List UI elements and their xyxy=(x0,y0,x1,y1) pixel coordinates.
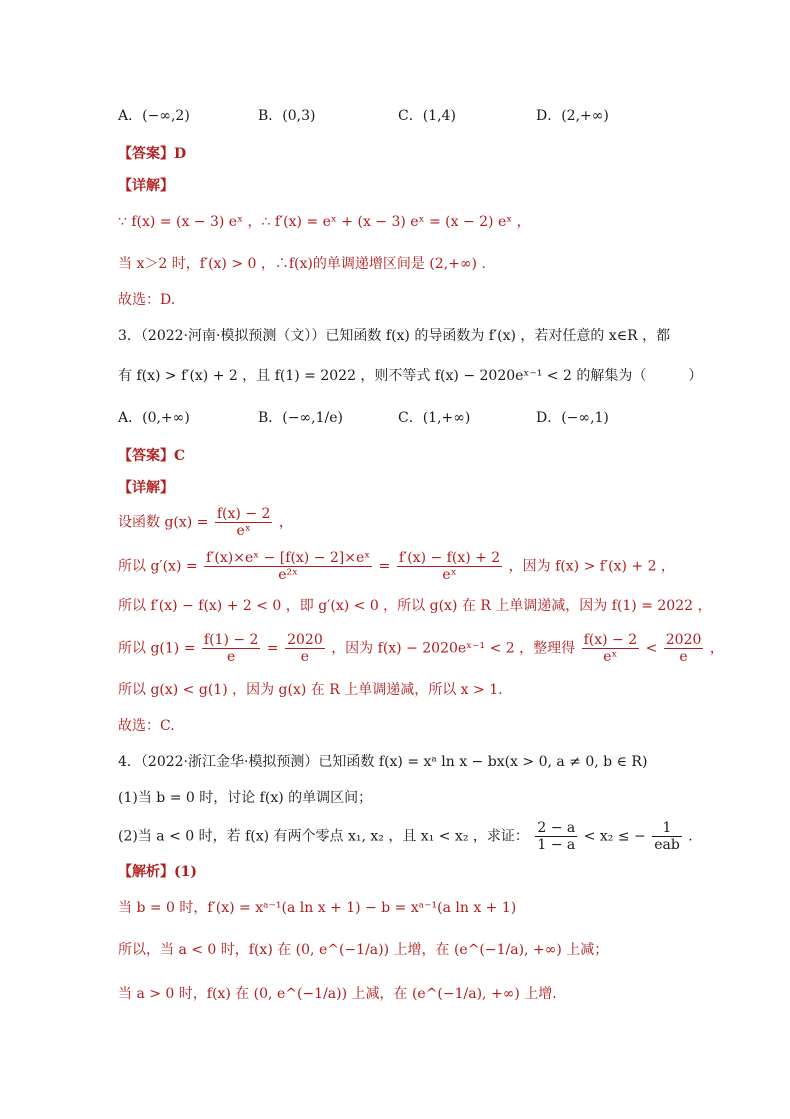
q4-analysis-line3: 当 a > 0 时，f(x) 在 (0, e^(−1/a)) 上减，在 (e^(−1/a), +∞) 上增. xyxy=(118,986,557,1002)
q3-stem-line2: 有 f(x) > f′(x) + 2 ，且 f(1) = 2022 ，则不等式 f(x) − 2020eˣ⁻¹ < 2 的解集为（ ） xyxy=(118,368,703,384)
denominator: e²ˣ xyxy=(278,567,299,583)
fraction xyxy=(215,506,273,539)
numerator: f(1) − 2 xyxy=(203,632,259,648)
numerator: f(x) − 2 xyxy=(583,632,638,648)
q2-answer: 【答案】D xyxy=(118,146,187,162)
q3-step3: 所以 f′(x) − f(x) + 2 < 0 ，即 g′(x) < 0 ，所以 g(x) 在 R 上单调递减，因为 f(1) = 2022 ， xyxy=(118,598,712,614)
q3-detail-head: 【详解】 xyxy=(118,480,174,496)
step-text: 设函数 g(x) = xyxy=(118,514,209,531)
step-text: ， xyxy=(709,640,724,657)
option-d: D．(2,+∞) xyxy=(536,108,609,124)
q3-step4 xyxy=(118,632,724,665)
step-text: ， xyxy=(278,514,293,531)
fraction xyxy=(285,632,325,665)
option-b: B．(0,3) xyxy=(258,108,316,124)
q4-stem: 4．（2022·浙江金华·模拟预测）已知函数 f(x) = xᵃ ln x − bx(x > 0, a ≠ 0, b ∈ R) xyxy=(118,754,648,770)
q4-analysis-line2: 所以，当 a < 0 时，f(x) 在 (0, e^(−1/a)) 上增，在 (e^(−1/a), +∞) 上减； xyxy=(118,942,609,958)
q3-step2 xyxy=(118,550,675,583)
numerator: f′(x) − f(x) + 2 xyxy=(398,550,501,566)
q2-detail-line1: ∵ f(x) = (x − 3) eˣ ，∴ f′(x) = eˣ + (x − 3) eˣ = (x − 2) eˣ ， xyxy=(118,214,531,230)
denominator: eˣ xyxy=(603,649,618,665)
denominator: e xyxy=(679,649,688,665)
numerator: 1 xyxy=(652,820,682,837)
denominator: eab xyxy=(654,837,680,853)
fraction xyxy=(202,632,261,665)
q3-step1 xyxy=(118,506,293,539)
step-text: ，因为 f(x) − 2020eˣ⁻¹ < 2 ，整理得 xyxy=(331,640,576,657)
numerator: 2 − a xyxy=(537,820,576,836)
fraction xyxy=(652,820,682,853)
option-c: C．(1,4) xyxy=(398,108,456,124)
q3-answer: 【答案】C xyxy=(118,448,186,464)
numerator: f′(x)×eˣ − [f(x) − 2]×eˣ xyxy=(206,550,371,566)
option-c: C．(1,+∞) xyxy=(398,410,471,426)
step-text: < x₂ ≤ − xyxy=(583,828,646,845)
q3-step5: 所以 g(x) < g(1) ，因为 g(x) 在 R 上单调递减，所以 x > 1. xyxy=(118,682,503,698)
numerator: 2020 xyxy=(287,632,323,648)
step-text: ，因为 f(x) > f′(x) + 2 ， xyxy=(508,558,675,575)
q4-part2 xyxy=(118,820,693,853)
option-d: D．(−∞,1) xyxy=(536,410,609,426)
step-text: . xyxy=(688,828,693,845)
fraction xyxy=(535,820,577,853)
fraction xyxy=(397,550,502,583)
option-a: A．(0,+∞) xyxy=(118,410,190,426)
q4-analysis-line1: 当 b = 0 时，f′(x) = xᵃ⁻¹(a ln x + 1) − b = xᵃ⁻¹(a ln x + 1) xyxy=(118,900,517,916)
numerator: 2020 xyxy=(665,632,702,648)
less-than-sign: < xyxy=(645,640,658,657)
fraction xyxy=(204,550,372,583)
q4-part1: (1)当 b = 0 时，讨论 f(x) 的单调区间； xyxy=(118,790,373,806)
option-b: B．(−∞,1/e) xyxy=(258,410,343,426)
equals-sign: = xyxy=(378,558,391,575)
fraction xyxy=(664,632,704,665)
fraction xyxy=(582,632,640,665)
q4-analysis-head: 【解析】(1) xyxy=(118,864,197,880)
denominator: eˣ xyxy=(442,567,457,583)
denominator: 1 − a xyxy=(537,837,576,853)
step-text: 所以 g′(x) = xyxy=(118,558,198,575)
numerator: f(x) − 2 xyxy=(216,506,271,522)
denominator: e xyxy=(300,649,310,665)
q2-detail-line2: 当 x＞2 时，f′(x) > 0 ，∴f(x)的单调递增区间是 (2,+∞) . xyxy=(118,256,486,272)
q2-conclusion: 故选：D. xyxy=(118,292,176,308)
equals-sign: = xyxy=(266,640,279,657)
q2-detail-head: 【详解】 xyxy=(118,178,174,194)
denominator: e xyxy=(227,649,236,665)
step-text: 所以 g(1) = xyxy=(118,640,196,657)
step-text: (2)当 a < 0 时，若 f(x) 有两个零点 x₁, x₂ ，且 x₁ < x₂ ，求证： xyxy=(118,828,529,845)
denominator: eˣ xyxy=(236,523,251,539)
option-a: A．(−∞,2) xyxy=(118,108,190,124)
q3-stem-line1: 3．（2022·河南·模拟预测（文））已知函数 f(x) 的导函数为 f′(x) ，若对任意的 x∈R ，都 xyxy=(118,328,671,344)
q3-conclusion: 故选：C. xyxy=(118,718,175,734)
